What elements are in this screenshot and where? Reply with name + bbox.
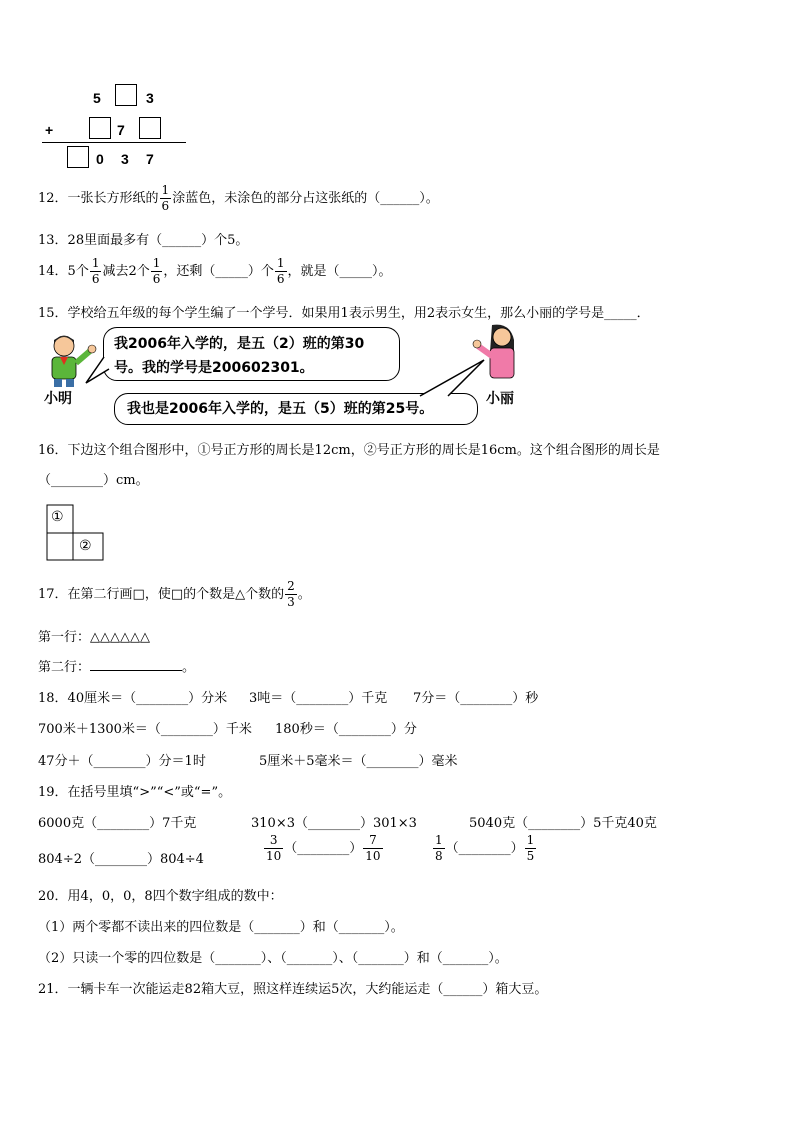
square-label-1: ① [51,509,64,525]
fraction: $\frac{2}{3}$ [287,579,295,609]
q19-a: 6000克（________）7千克 [38,816,197,831]
plus-sign: + [45,122,54,138]
answer-line[interactable] [90,670,182,671]
question-16-line2: （________）cm。 [38,473,149,488]
q17-row2: 第二行： 。 [38,660,196,675]
q18-r2b: 180秒＝（________）分 [275,722,417,737]
fraction: $\frac{1}{5}$ [526,833,535,863]
q19-e: $\frac{3}{10}$ （________） $\frac{7}{10}$ [266,833,381,863]
bubble-tail-girl [418,358,488,398]
q18-r3a: 47分＋（________）分＝1时 [38,754,206,769]
question-21: 21．一辆卡车一次能运走82箱大豆，照这样连续运5次，大约能运走（______）箱大豆。 [38,982,548,997]
q12-text: 涂蓝色，未涂色的部分占这张纸的（______）。 [172,191,439,206]
fraction: $\frac{1}{6}$ [276,256,285,286]
digit: 0 [96,151,104,167]
q17-row1: 第一行：△△△△△△ [38,630,150,645]
q18-r3b: 5厘米＋5毫米＝（________）毫米 [259,754,458,769]
digit: 3 [146,90,154,106]
girl-name: 小丽 [486,391,514,407]
fraction: $\frac{3}{10}$ [266,833,282,863]
digit: 7 [117,122,125,138]
question-13: 13．28里面最多有（______）个5。 [38,233,249,248]
blank-box[interactable] [115,84,137,106]
q20-p2: （2）只读一个零的四位数是（_______）、（_______）、（_______）和（_______）。 [38,951,508,966]
blank-box[interactable] [67,146,89,168]
q18-r1a: 18．40厘米＝（________）分米 [38,691,228,706]
q19-d: 804÷2（________）804÷4 [38,852,204,867]
question-15: 15．学校给五年级的每个学生编了一个学号．如果用1表示男生，用2表示女生，那么小丽的学号是_____． [38,306,650,321]
fraction: $\frac{7}{10}$ [365,833,381,863]
bubble-tail-boy [84,355,110,385]
question-12 [38,184,439,214]
question-16-line1: 16．下边这个组合图形中，①号正方形的周长是12cm，②号正方形的周长是16cm。这个组合图形的周长是 [38,443,660,458]
digit: 7 [146,151,154,167]
digit: 5 [93,90,101,106]
sum-line [42,142,186,143]
speech-bubble-girl: 我也是2006年入学的，是五（5）班的第25号。 [114,393,478,425]
q18-r1c: 7分＝（________）秒 [413,691,539,706]
question-17: 17．在第二行画□，使□的个数是△个数的 $\frac{2}{3}$ 。 [38,579,311,609]
digit: 3 [121,151,129,167]
speech-bubble-boy [103,327,400,381]
blank-box[interactable] [89,117,111,139]
bubble-line: 号。我的学号是200602301。 [114,360,314,376]
q18-r2a: 700米＋1300米＝（________）千米 [38,722,252,737]
fraction: $\frac{1}{8}$ [435,833,443,863]
q19-c: 5040克（________）5千克40克 [469,816,657,831]
boy-name: 小明 [44,391,72,407]
q19-b: 310×3（________）301×3 [251,816,417,831]
bubble-line: 我2006年入学的，是五（2）班的第30 [114,336,365,352]
q19-title: 19．在括号里填“>”“<”或“=”。 [38,785,232,800]
fraction: $\frac{1}{6}$ [161,183,170,213]
fraction: $\frac{1}{6}$ [91,256,100,286]
fraction: $\frac{1}{6}$ [152,256,161,286]
question-14: 14．5个 $\frac{1}{6}$ 减去2个 $\frac{1}{6}$ ，还剩（_____）个 $\frac{1}{6}$ ，就是（_____）。 [38,256,392,286]
q18-r1b: 3吨＝（________）千克 [249,691,388,706]
q19-f: $\frac{1}{8}$ （________） $\frac{1}{5}$ [435,833,535,863]
blank-box[interactable] [139,117,161,139]
q20-p1: （1）两个零都不读出来的四位数是（_______）和（_______）。 [38,920,404,935]
q20-title: 20．用4，0，0，8四个数字组成的数中： [38,889,283,904]
square-label-2: ② [79,538,92,554]
q12-text: 12．一张长方形纸的 [38,191,159,206]
